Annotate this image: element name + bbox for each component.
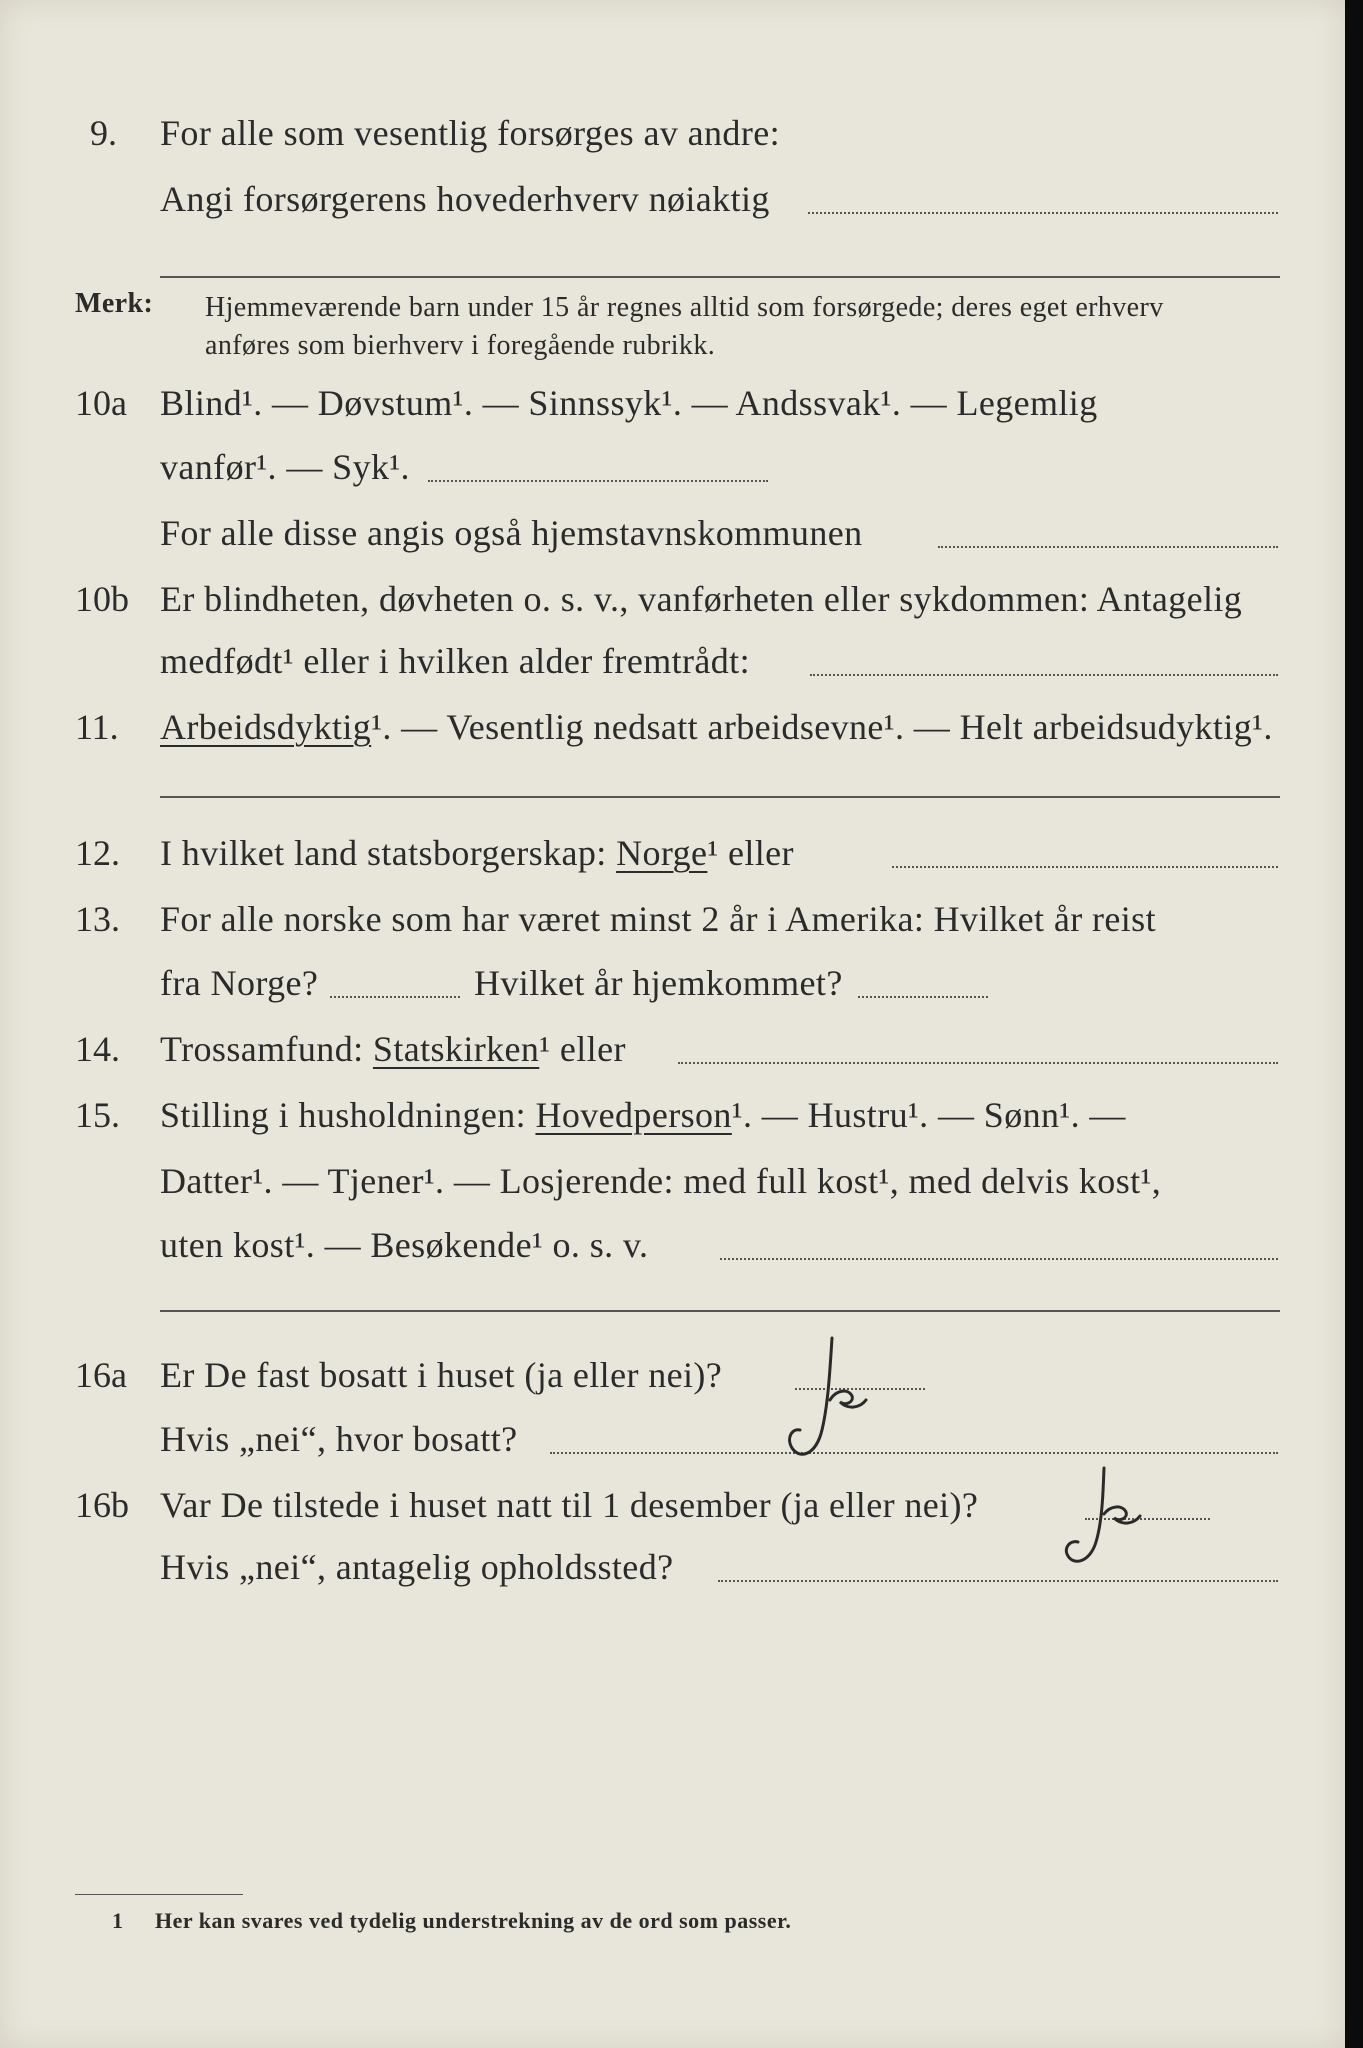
q16a-residence-line[interactable] — [550, 1452, 1278, 1454]
q11-line — [160, 706, 1273, 748]
merk-label: Merk: — [75, 288, 154, 319]
q15-line3: uten kost¹. — Besøkende¹ o. s. v. — [160, 1225, 649, 1265]
q12-post: ¹ eller — [707, 833, 794, 873]
q16b-location-line[interactable] — [718, 1580, 1278, 1582]
q15-pre: Stilling i husholdningen: — [160, 1095, 536, 1135]
q16b-line2: Hvis „nei“, antagelig opholdssted? — [160, 1547, 674, 1587]
q15-line1 — [160, 1094, 1126, 1136]
q15-answer-line[interactable] — [720, 1258, 1278, 1260]
q10b-number: 10b — [75, 579, 129, 619]
q13-year-left-line[interactable] — [330, 996, 460, 998]
q12-number: 12. — [75, 833, 120, 873]
q10a-line3: For alle disse angis også hjemstavnskommunen — [160, 513, 863, 553]
q14-answer-line[interactable] — [678, 1062, 1278, 1064]
q10a-number: 10a — [75, 383, 127, 423]
q12-line — [160, 832, 794, 874]
q15-number: 15. — [75, 1095, 120, 1135]
q10a-answer-line[interactable] — [428, 480, 768, 482]
q16b-handwritten-answer — [1048, 1458, 1158, 1578]
q16b-number: 16b — [75, 1485, 129, 1525]
q13-number: 13. — [75, 899, 120, 939]
q13-line1: For alle norske som har været minst 2 år i Amerika: Hvilket år reist — [160, 899, 1156, 939]
q13-line2b: Hvilket år hjemkommet? — [474, 963, 843, 1003]
q11-answer-line[interactable] — [160, 796, 1280, 798]
q9-number: 9. — [90, 113, 117, 153]
q13-line2a: fra Norge? — [160, 963, 319, 1003]
q10a-municipality-line[interactable] — [938, 546, 1278, 548]
q9-line1: For alle som vesentlig forsørges av andre: — [160, 113, 780, 153]
q10a-line2: vanfør¹. — Syk¹. — [160, 447, 410, 487]
merk-line1: Hjemmeværende barn under 15 år regnes alltid som forsørgede; deres eget erhverv — [205, 292, 1164, 323]
q12-pre: I hvilket land statsborgerskap: — [160, 833, 617, 873]
q9-separator — [160, 276, 1280, 278]
q11-rest: ¹. — Vesentlig nedsatt arbeidsevne¹. — Helt arbeidsudyktig¹. — [371, 707, 1273, 747]
footnote-rule — [75, 1894, 243, 1895]
q11-option-arbeidsdyktig[interactable]: Arbeidsdyktig — [160, 707, 372, 747]
q15-post: ¹. — Hustru¹. — Sønn¹. — — [731, 1095, 1126, 1135]
merk-line2: anføres som bierhverv i foregående rubrikk. — [205, 330, 716, 361]
q15-extra-line[interactable] — [160, 1310, 1280, 1312]
q14-line — [160, 1028, 626, 1070]
q16a-line1: Er De fast bosatt i huset (ja eller nei)? — [160, 1355, 723, 1395]
q16a-line2: Hvis „nei“, hvor bosatt? — [160, 1419, 518, 1459]
q12-answer-line[interactable] — [892, 866, 1278, 868]
footnote-text: Her kan svares ved tydelig understrekning av de ord som passer. — [155, 1908, 792, 1933]
q10b-answer-line[interactable] — [810, 674, 1278, 676]
q14-number: 14. — [75, 1029, 120, 1069]
q16a-handwritten-answer — [770, 1330, 880, 1470]
q16b-line1: Var De tilstede i huset natt til 1 desember (ja eller nei)? — [160, 1485, 979, 1525]
scan-edge — [1345, 0, 1363, 2048]
q15-option-hovedperson[interactable]: Hovedperson — [535, 1095, 732, 1135]
q9-answer-line[interactable] — [808, 212, 1278, 214]
q13-year-returned-line[interactable] — [858, 996, 988, 998]
q12-option-norge[interactable]: Norge — [616, 833, 708, 873]
q16a-number: 16a — [75, 1355, 127, 1395]
q10a-line1: Blind¹. — Døvstum¹. — Sinnssyk¹. — Andssvak¹. — Legemlig — [160, 383, 1098, 423]
q10b-line1: Er blindheten, døvheten o. s. v., vanførheten eller sykdommen: Antagelig — [160, 579, 1243, 619]
q15-line2: Datter¹. — Tjener¹. — Losjerende: med full kost¹, med delvis kost¹, — [160, 1161, 1162, 1201]
q14-option-statskirken[interactable]: Statskirken — [372, 1029, 540, 1069]
q11-number: 11. — [75, 707, 119, 747]
q9-line2: Angi forsørgerens hovederhverv nøiaktig — [160, 179, 770, 219]
q10b-line2: medfødt¹ eller i hvilken alder fremtrådt: — [160, 641, 750, 681]
q14-post: ¹ eller — [539, 1029, 626, 1069]
footnote-mark: 1 — [112, 1908, 124, 1933]
q14-pre: Trossamfund: — [160, 1029, 373, 1069]
